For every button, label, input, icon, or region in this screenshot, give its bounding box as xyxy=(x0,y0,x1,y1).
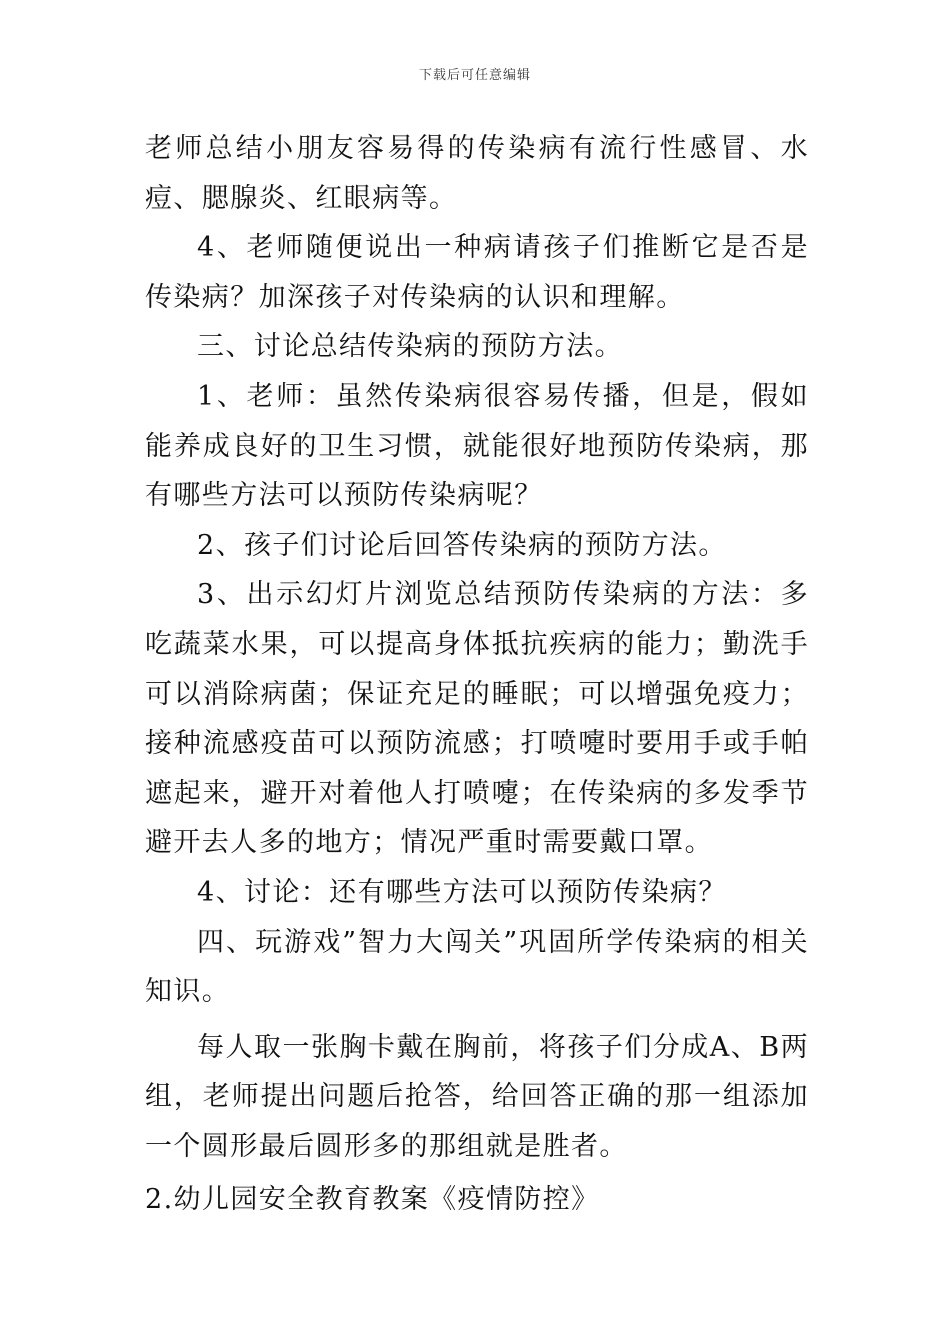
paragraph-step-4-discuss: 4、讨论：还有哪些方法可以预防传染病？ xyxy=(197,876,727,908)
page-header-note: 下载后可任意编辑 xyxy=(418,68,531,83)
paragraph-game-rules: 每人取一张胸卡戴在胸前，将孩子们分成A、B两组，老师提出问题后抢答，给回答正确的那一组添加一个圆形最后圆形多的那组就是胜者。 xyxy=(145,1031,809,1162)
paragraph-section-4-game: 四、玩游戏”智力大闯关”巩固所学传染病的相关知识。 xyxy=(145,926,809,1008)
document-body xyxy=(145,124,809,1225)
paragraph-common-diseases: 老师总结小朋友容易得的传染病有流行性感冒、水痘、腮腺炎、红眼病等。 xyxy=(145,133,809,214)
paragraph-step-4-guess: 4、老师随便说出一种病请孩子们推断它是否是传染病？加深孩子对传染病的认识和理解。 xyxy=(145,232,809,313)
paragraph-step-3-slides: 3、出示幻灯片浏览总结预防传染病的方法：多吃蔬菜水果，可以提高身体抵抗疾病的能力；勤洗手可以消除病菌；保证充足的睡眠；可以增强免疫力；接种流感疫苗可以预防流感；打喷嚏时要用手或手帕遮起来，避开对着他人打喷嚏；在传染病的多发季节避开去人多的地方；情况严重时需要戴口罩。 xyxy=(145,579,809,859)
section-heading: 2.幼儿园安全教育教案《疫情防控》 xyxy=(145,1184,600,1216)
paragraph-section-3-title: 三、讨论总结传染病的预防方法。 xyxy=(197,331,623,363)
paragraph-step-1-teacher: 1、老师：虽然传染病很容易传播，但是，假如能养成良好的卫生习惯，就能很好地预防传染病，那有哪些方法可以预防传染病呢？ xyxy=(145,380,809,512)
paragraph-step-2-discuss: 2、孩子们讨论后回答传染病的预防方法。 xyxy=(197,529,727,561)
